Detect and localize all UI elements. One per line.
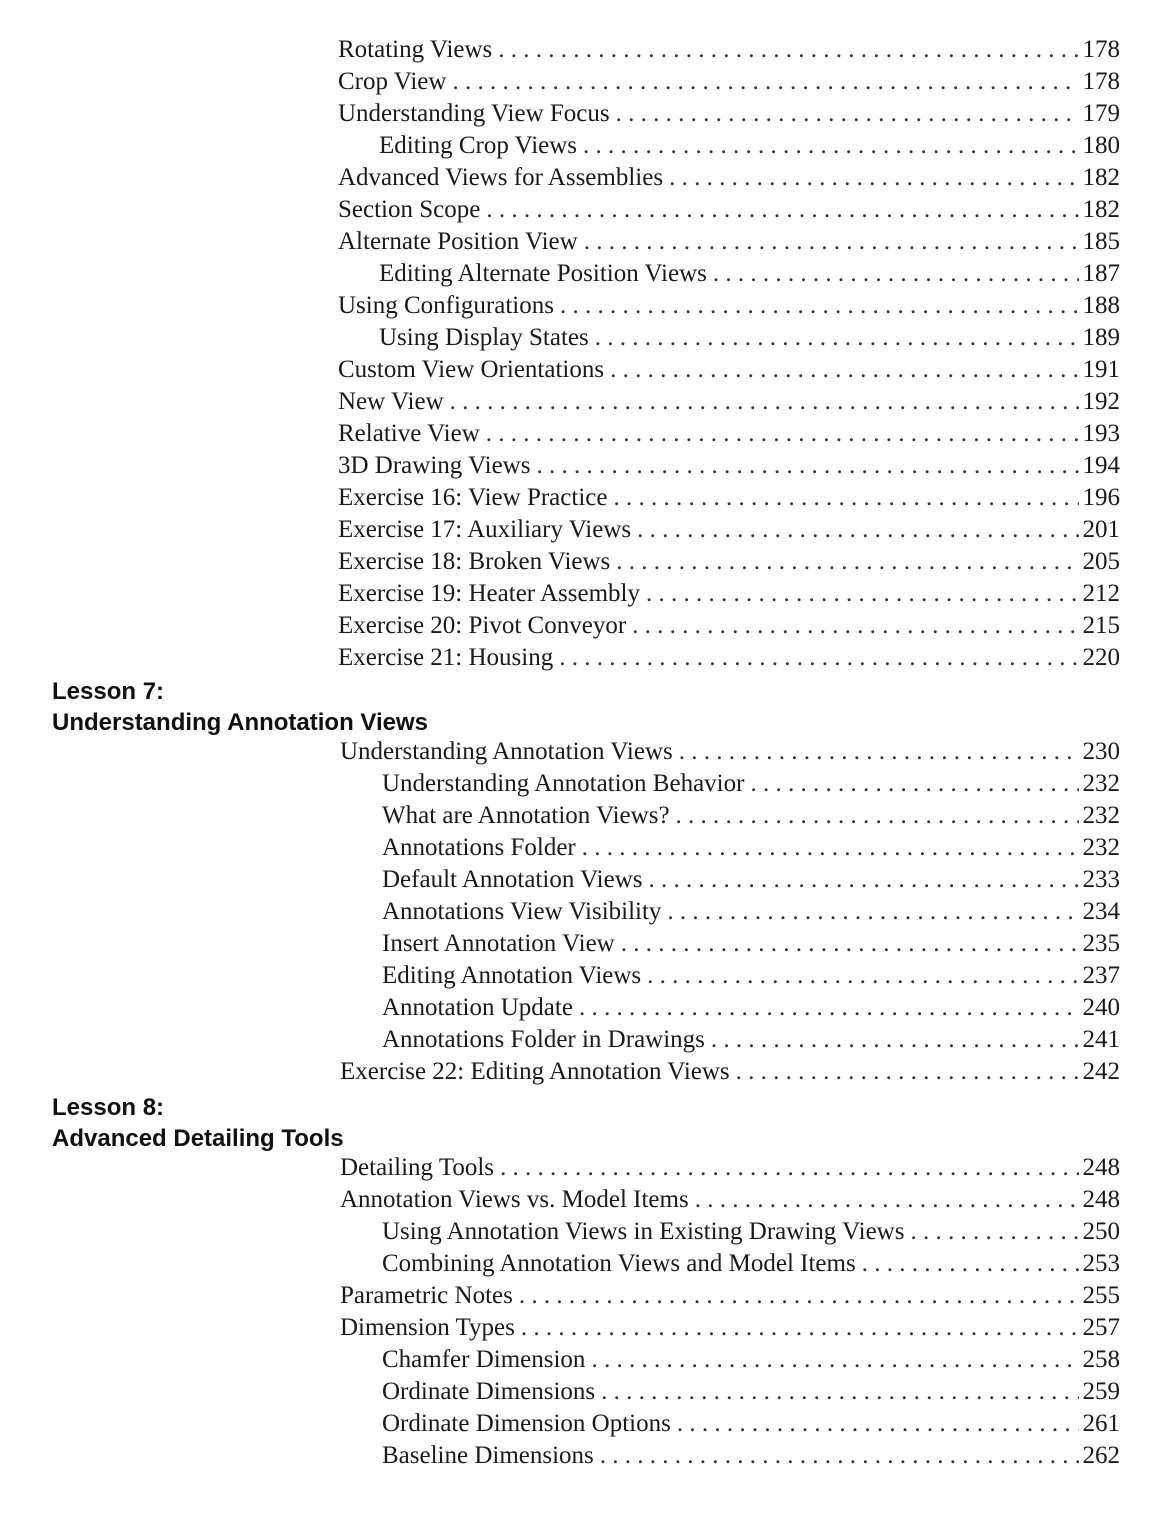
toc-entry-page: 230 (1082, 738, 1120, 765)
toc-entry-title: Custom View Orientations (338, 356, 605, 383)
toc-entry-title: Relative View (338, 420, 480, 447)
toc-entry-page: 232 (1082, 770, 1120, 797)
toc-entry-title: Alternate Position View (338, 228, 578, 255)
toc-entry-page: 205 (1082, 548, 1120, 575)
toc-subentry[interactable] (382, 864, 1120, 896)
dot-leader (584, 226, 1079, 258)
toc-subentry[interactable] (379, 130, 1120, 162)
toc-entry-page: 192 (1082, 388, 1120, 415)
toc-entry-page: 178 (1082, 36, 1120, 63)
toc-entry-page: 185 (1082, 228, 1120, 255)
toc-entry-page: 179 (1082, 100, 1120, 127)
toc-entry-page: 180 (1082, 132, 1120, 159)
toc-entry-page: 253 (1082, 1250, 1120, 1277)
toc-entry-title: Dimension Types (340, 1314, 515, 1341)
toc-entry-title: What are Annotation Views? (382, 802, 670, 829)
toc-entry-title: Editing Crop Views (379, 132, 578, 159)
toc-entry[interactable] (338, 98, 1120, 130)
toc-entry-page: 240 (1082, 994, 1120, 1021)
toc-entry[interactable] (340, 1280, 1120, 1312)
toc-entry-page: 241 (1082, 1026, 1120, 1053)
toc-entry-page: 237 (1082, 962, 1120, 989)
toc-entry-title: Default Annotation Views (382, 866, 643, 893)
toc-entry-title: Editing Annotation Views (382, 962, 642, 989)
toc-entry-title: Using Annotation Views in Existing Drawing Views (382, 1218, 905, 1245)
toc-entry-page: 257 (1082, 1314, 1120, 1341)
toc-entry[interactable] (340, 736, 1120, 768)
dot-leader (536, 450, 1078, 482)
toc-subentry[interactable] (382, 992, 1120, 1024)
dot-leader (595, 322, 1079, 354)
toc-entry-title: Combining Annotation Views and Model Items (382, 1250, 856, 1277)
dot-leader (519, 1280, 1079, 1312)
toc-entry-title: Parametric Notes (340, 1282, 513, 1309)
toc-entry[interactable] (338, 194, 1120, 226)
toc-subentry[interactable] (382, 1344, 1120, 1376)
dot-leader (500, 1152, 1078, 1184)
dot-leader (667, 896, 1078, 928)
toc-entry-page: 258 (1082, 1346, 1120, 1373)
lesson-title[interactable]: Advanced Detailing Tools (52, 1125, 344, 1152)
lesson-number: Lesson 8: (52, 1094, 165, 1121)
dot-leader (582, 832, 1079, 864)
toc-entry-title: Crop View (338, 68, 447, 95)
dot-leader (677, 1408, 1079, 1440)
toc-subentry[interactable] (382, 1216, 1120, 1248)
toc-entry-page: 259 (1082, 1378, 1120, 1405)
toc-entry-page: 248 (1082, 1186, 1120, 1213)
toc-entry-title: Section Scope (338, 196, 481, 223)
toc-entry[interactable] (338, 450, 1120, 482)
toc-entry[interactable] (338, 290, 1120, 322)
dot-leader (646, 578, 1079, 610)
dot-leader (613, 482, 1078, 514)
toc-entry-title: Annotations Folder in Drawings (382, 1026, 705, 1053)
toc-entry-page: 232 (1082, 802, 1120, 829)
dot-leader (736, 1056, 1079, 1088)
dot-leader (632, 610, 1078, 642)
toc-subentry[interactable] (382, 960, 1120, 992)
toc-entry-title: Ordinate Dimensions (382, 1378, 596, 1405)
dot-leader (610, 354, 1078, 386)
toc-entry-page: 201 (1082, 516, 1120, 543)
dot-leader (713, 258, 1079, 290)
toc-entry[interactable] (338, 418, 1120, 450)
toc-entry-title: Detailing Tools (340, 1154, 495, 1181)
lesson-number: Lesson 7: (52, 678, 165, 705)
dot-leader (583, 130, 1078, 162)
toc-entry-title: Exercise 21: Housing (338, 644, 554, 671)
toc-subentry[interactable] (382, 1376, 1120, 1408)
toc-entry-title: Exercise 22: Editing Annotation Views (340, 1058, 730, 1085)
toc-entry-page: 189 (1082, 324, 1120, 351)
toc-entry-page: 233 (1082, 866, 1120, 893)
toc-entry-title: Editing Alternate Position Views (379, 260, 707, 287)
toc-entry-page: 262 (1082, 1442, 1120, 1469)
dot-leader (669, 162, 1078, 194)
dot-leader (521, 1312, 1079, 1344)
toc-entry-page: 187 (1082, 260, 1120, 287)
dot-leader (862, 1248, 1079, 1280)
toc-entry[interactable] (338, 162, 1120, 194)
toc-entry-title: Using Configurations (338, 292, 554, 319)
dot-leader (579, 992, 1079, 1024)
dot-leader (616, 98, 1079, 130)
toc-entry[interactable] (340, 1152, 1120, 1184)
toc-entry-title: Rotating Views (338, 36, 493, 63)
toc-entry-title: Insert Annotation View (382, 930, 615, 957)
dot-leader (637, 514, 1078, 546)
toc-entry-title: Annotations Folder (382, 834, 576, 861)
dot-leader (559, 642, 1078, 674)
toc-entry[interactable] (338, 514, 1120, 546)
toc-entry-title: Exercise 16: View Practice (338, 484, 608, 511)
toc-subentry[interactable] (379, 258, 1120, 290)
toc-entry-title: Understanding Annotation Views (340, 738, 673, 765)
toc-entry-page: 242 (1082, 1058, 1120, 1085)
dot-leader (601, 1376, 1078, 1408)
dot-leader (621, 928, 1079, 960)
dot-leader (486, 194, 1078, 226)
toc-entry-title: 3D Drawing Views (338, 452, 531, 479)
toc-entry-title: Using Display States (379, 324, 589, 351)
toc-entry-title: Exercise 18: Broken Views (338, 548, 611, 575)
toc-entry[interactable] (338, 66, 1120, 98)
toc-subentry[interactable] (382, 800, 1120, 832)
toc-subentry[interactable] (382, 832, 1120, 864)
toc-entry[interactable] (338, 354, 1120, 386)
dot-leader (647, 960, 1078, 992)
toc-entry-page: 261 (1082, 1410, 1120, 1437)
toc-entry[interactable] (340, 1312, 1120, 1344)
toc-entry[interactable] (338, 226, 1120, 258)
toc-entry-page: 196 (1082, 484, 1120, 511)
toc-entry[interactable] (340, 1056, 1120, 1088)
toc-subentry[interactable] (379, 322, 1120, 354)
toc-entry-title: Exercise 20: Pivot Conveyor (338, 612, 627, 639)
toc-entry[interactable] (340, 1184, 1120, 1216)
toc-entry[interactable] (338, 386, 1120, 418)
toc-subentry[interactable] (382, 928, 1120, 960)
toc-entry-title: Advanced Views for Assemblies (338, 164, 664, 191)
dot-leader (600, 1440, 1079, 1472)
dot-leader (676, 800, 1079, 832)
dot-leader (486, 418, 1079, 450)
dot-leader (750, 768, 1078, 800)
toc-subentry[interactable] (382, 1440, 1120, 1472)
toc-entry[interactable] (338, 34, 1120, 66)
dot-leader (910, 1216, 1078, 1248)
toc-subentry[interactable] (382, 768, 1120, 800)
toc-entry-title: Annotations View Visibility (382, 898, 662, 925)
toc-entry-title: Exercise 19: Heater Assembly (338, 580, 640, 607)
toc-entry-page: 250 (1082, 1218, 1120, 1245)
toc-entry-page: 220 (1082, 644, 1120, 671)
toc-entry-page: 212 (1082, 580, 1120, 607)
dot-leader (560, 290, 1079, 322)
toc-subentry[interactable] (382, 1408, 1120, 1440)
dot-leader (711, 1024, 1079, 1056)
toc-entry-page: 188 (1082, 292, 1120, 319)
toc-entry[interactable] (338, 610, 1120, 642)
toc-entry-title: Understanding View Focus (338, 100, 610, 127)
toc-entry-page: 182 (1082, 164, 1120, 191)
toc-entry-title: Baseline Dimensions (382, 1442, 594, 1469)
toc-entry[interactable] (338, 642, 1120, 674)
toc-entry-title: Annotation Views vs. Model Items (340, 1186, 689, 1213)
dot-leader (679, 736, 1079, 768)
dot-leader (450, 386, 1079, 418)
toc-entry-page: 234 (1082, 898, 1120, 925)
toc-subentry[interactable] (382, 1248, 1120, 1280)
lesson-title[interactable]: Understanding Annotation Views (52, 709, 429, 736)
toc-entry-page: 255 (1082, 1282, 1120, 1309)
toc-entry[interactable] (338, 482, 1120, 514)
toc-entry-page: 215 (1082, 612, 1120, 639)
toc-entry-page: 193 (1082, 420, 1120, 447)
dot-leader (452, 66, 1078, 98)
toc-entry-title: Annotation Update (382, 994, 573, 1021)
toc-entry-title: Exercise 17: Auxiliary Views (338, 516, 632, 543)
dot-leader (498, 34, 1078, 66)
toc-entry-page: 248 (1082, 1154, 1120, 1181)
dot-leader (695, 1184, 1079, 1216)
toc-entry[interactable] (338, 546, 1120, 578)
toc-entry-page: 235 (1082, 930, 1120, 957)
toc-entry-title: Ordinate Dimension Options (382, 1410, 671, 1437)
dot-leader (616, 546, 1078, 578)
toc-entry-title: Chamfer Dimension (382, 1346, 586, 1373)
toc-entry-title: Understanding Annotation Behavior (382, 770, 745, 797)
toc-subentry[interactable] (382, 896, 1120, 928)
toc-entry-page: 182 (1082, 196, 1120, 223)
toc-entry-page: 194 (1082, 452, 1120, 479)
toc-entry-page: 232 (1082, 834, 1120, 861)
toc-entry-title: New View (338, 388, 444, 415)
toc-entry[interactable] (338, 578, 1120, 610)
toc-entry-page: 178 (1082, 68, 1120, 95)
toc-entry-page: 191 (1082, 356, 1120, 383)
dot-leader (649, 864, 1079, 896)
toc-subentry[interactable] (382, 1024, 1120, 1056)
dot-leader (591, 1344, 1078, 1376)
